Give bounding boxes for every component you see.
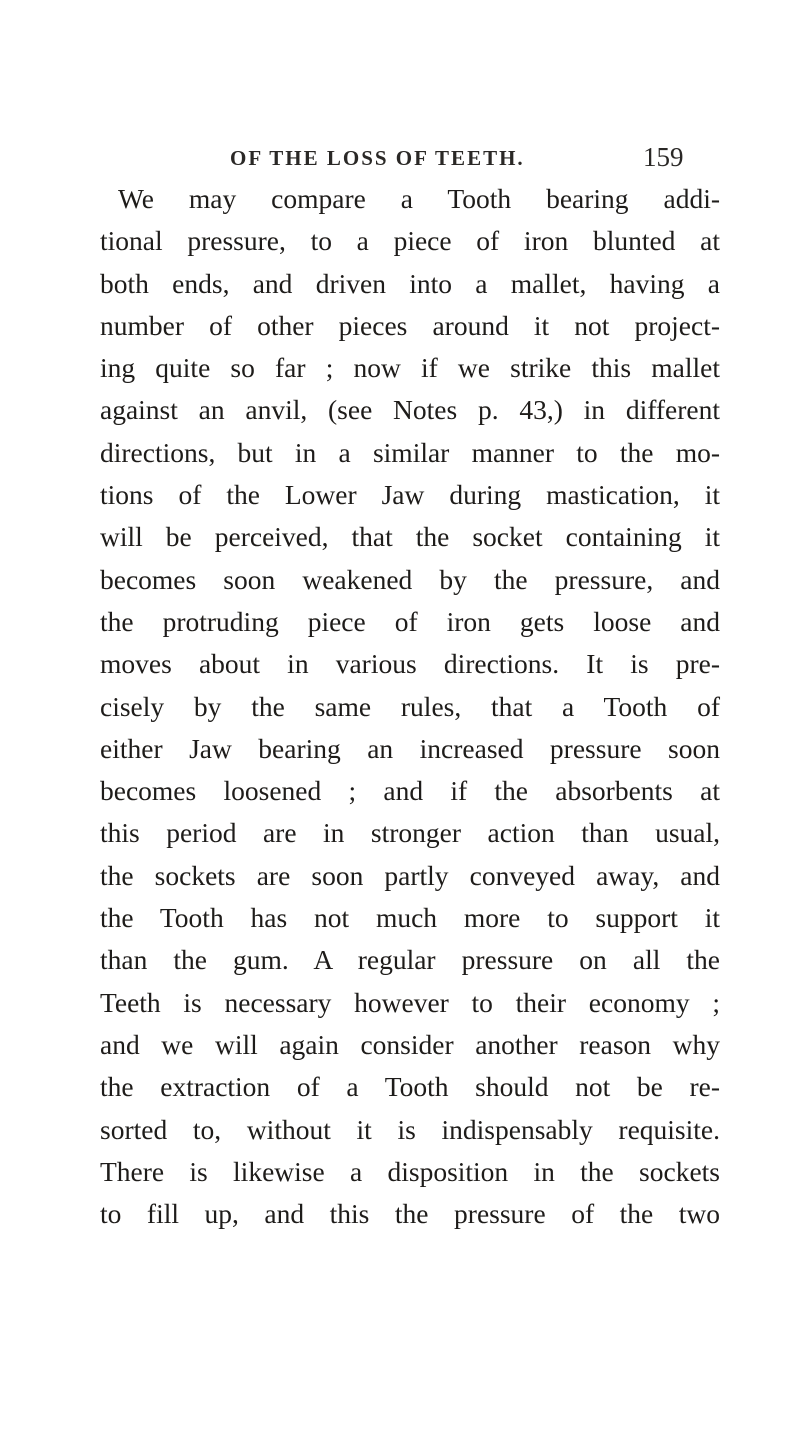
text-line: will be perceived, that the socket containing it [100, 521, 720, 553]
text-line: this period are in stronger action than usual, [100, 817, 720, 849]
text-line: the protruding piece of iron gets loose and [100, 605, 720, 637]
text-line: directions, but in a similar manner to the mo- [100, 436, 720, 468]
text-line: the sockets are soon partly conveyed away, and [100, 859, 720, 891]
text-line: We may compare a Tooth bearing addi- [118, 183, 720, 214]
text-line: tional pressure, to a piece of iron blunted at [100, 225, 720, 257]
text-line: the extraction of a Tooth should not be re- [100, 1071, 720, 1103]
text-line: the Tooth has not much more to support it [100, 902, 720, 934]
text-line: sorted to, without it is indispensably requisite. [100, 1113, 720, 1145]
running-header [230, 142, 750, 182]
text-line: ing quite so far ; now if we strike this mallet [100, 352, 720, 384]
text-line: number of other pieces around it not project- [100, 309, 720, 341]
body-paragraph [100, 178, 720, 1235]
text-line: and we will again consider another reason why [100, 1028, 720, 1060]
text-line: than the gum. A regular pressure on all the [100, 944, 720, 976]
text-line: cisely by the same rules, that a Tooth of [100, 690, 720, 722]
text-line: Teeth is necessary however to their economy ; [100, 986, 720, 1018]
text-line: both ends, and driven into a mallet, having a [100, 267, 720, 299]
running-title: OF THE LOSS OF TEETH. [230, 146, 525, 170]
text-line: either Jaw bearing an increased pressure soon [100, 732, 720, 764]
text-line: against an anvil, (see Notes p. 43,) in different [100, 394, 720, 426]
text-line: to fill up, and this the pressure of the two [100, 1198, 720, 1230]
text-line: becomes loosened ; and if the absorbents at [100, 775, 720, 807]
text-line: tions of the Lower Jaw during mastication, it [100, 479, 720, 511]
text-line: becomes soon weakened by the pressure, and [100, 563, 720, 595]
text-line: There is likewise a disposition in the sockets [100, 1155, 720, 1187]
page-number: 159 [643, 142, 684, 172]
text-line: moves about in various directions. It is pre- [100, 648, 720, 680]
